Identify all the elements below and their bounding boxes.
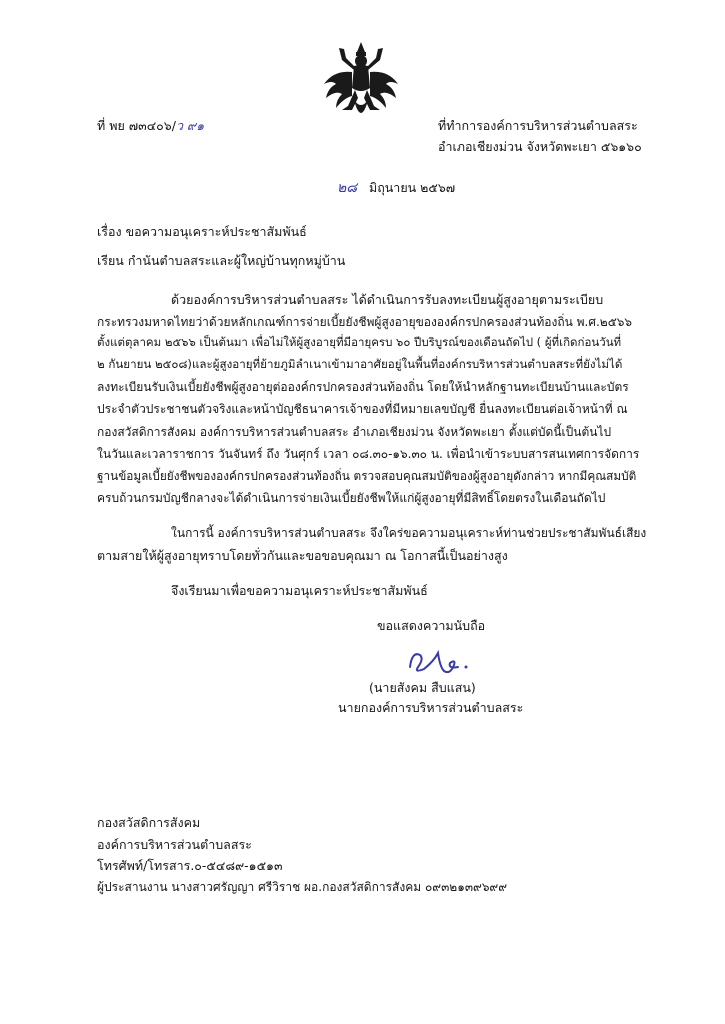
signature-salutation: ขอแสดงความนับถือ — [377, 618, 486, 633]
paragraph-line: ประจำตัวประชาชนตัวจริงและหน้าบัญชีธนาคารเจ้าของที่มีหมายเลขบัญชี ยื่นลงทะเบียนต่อเจ้าหน้าที่ ณ — [97, 402, 628, 416]
garuda-emblem-icon — [322, 40, 400, 126]
document-number-handwritten: ว ๙๑ — [175, 118, 205, 133]
paragraph-line: ในการนี้ องค์การบริหารส่วนตำบลสระ จึงใคร่ขอความอนุเคราะห์ท่านช่วยประชาสัมพันธ์เสียง — [171, 526, 647, 540]
footer-phone: โทรศัพท์/โทรสาร.๐-๕๔๘๙-๑๕๑๓ — [97, 858, 283, 873]
recipient-line: เรียน กำนันตำบลสระและผู้ใหญ่บ้านทุกหมู่บ้าน — [97, 253, 346, 268]
document-number-prefix: ที่ พย ๗๓๔๐๖/ — [97, 118, 176, 133]
closing-request: จึงเรียนมาเพื่อขอความอนุเคราะห์ประชาสัมพันธ์ — [171, 583, 428, 598]
paragraph-line: ด้วยองค์การบริหารส่วนตำบลสระ ได้ดำเนินการรับลงทะเบียนผู้สูงอายุตามระเบียบ — [171, 292, 604, 307]
letter-date — [337, 179, 455, 197]
paragraph-line: ครบถ้วนกรมบัญชีกลางจะได้ดำเนินการจ่ายเงินเบี้ยยังชีพให้แก่ผู้สูงอายุที่มีสิทธิ์โดยตรงในเดือนถัดไป — [97, 491, 606, 505]
document-number — [97, 117, 204, 135]
paragraph-line: ในวันและเวลาราชการ วันจันทร์ ถึง วันศุกร์ เวลา ๐๘.๓๐-๑๖.๓๐ น. เพื่อนำเข้าระบบสารสนเทศการจัดการ — [97, 447, 640, 461]
paragraph-line: ฐานข้อมูลเบี้ยยังชีพขององค์กรปกครองส่วนท้องถิ่น ตรวจสอบคุณสมบัติของผู้สูงอายุดังกล่าว หากมีคุณสมบัติ — [97, 469, 637, 483]
footer-coordinator: ผู้ประสานงาน นางสาวศรัญญา ศรีวิราช ผอ.กองสวัสดิการสังคม ๐๙๓๒๑๓๙๖๙๙ — [97, 880, 508, 894]
paragraph-line: ตามสายให้ผู้สูงอายุทราบโดยทั่วกันและขอขอบคุณมา ณ โอกาสนี้เป็นอย่างสูง — [97, 548, 508, 563]
paragraph-line: ๒ กันยายน ๒๕๐๘)และผู้สูงอายุที่ย้ายภูมิลำเนาเข้ามาอาศัยอยู่ในพื้นที่องค์กรบริหารส่วนตำบลสระที่ยังไม่ได้ — [97, 357, 623, 371]
signature-mark — [404, 645, 474, 679]
paragraph-line: ลงทะเบียนรับเงินเบี้ยยังชีพผู้สูงอายุต่อองค์กรปกครองส่วนท้องถิ่น โดยให้นำหลักฐานทะเบียนบ้านและบัตร — [97, 380, 629, 394]
paragraph-line: กองสวัสดิการสังคม องค์การบริหารส่วนตำบลสระ อำเภอเชียงม่วน จังหวัดพะเยา ตั้งแต่บัดนี้เป็นต้นไป — [97, 425, 612, 439]
office-address-line-1: ที่ทำการองค์การบริหารส่วนตำบลสระ — [438, 118, 638, 133]
signatory-position: นายกองค์การบริหารส่วนตำบลสระ — [338, 700, 524, 715]
date-month-year: มิถุนายน ๒๕๖๗ — [368, 180, 456, 195]
date-day-handwritten: ๒๘ — [337, 180, 358, 196]
paragraph-line: กระทรวงมหาดไทยว่าด้วยหลักเกณฑ์การจ่ายเบี้ยยังชีพผู้สูงอายุขององค์กรปกครองส่วนท้องถิ่น พ.ศ.๒๕๖๖ — [97, 315, 633, 329]
paragraph-line: ตั้งแต่ตุลาคม ๒๕๖๖ เป็นต้นมา เพื่อไม่ให้ผู้สูงอายุที่มีอายุครบ ๖๐ ปีบริบูรณ์ของเดือนถัดไป ( ผู้ที่เกิดก่อนวันที่ — [97, 335, 622, 349]
footer-organization: องค์การบริหารส่วนตำบลสระ — [97, 837, 252, 852]
signatory-name: (นายสังคม สืบแสน) — [369, 680, 476, 695]
subject-line: เรื่อง ขอความอนุเคราะห์ประชาสัมพันธ์ — [97, 224, 307, 239]
footer-department: กองสวัสดิการสังคม — [97, 815, 201, 830]
office-address-line-2: อำเภอเชียงม่วน จังหวัดพะเยา ๕๖๑๖๐ — [438, 139, 642, 154]
